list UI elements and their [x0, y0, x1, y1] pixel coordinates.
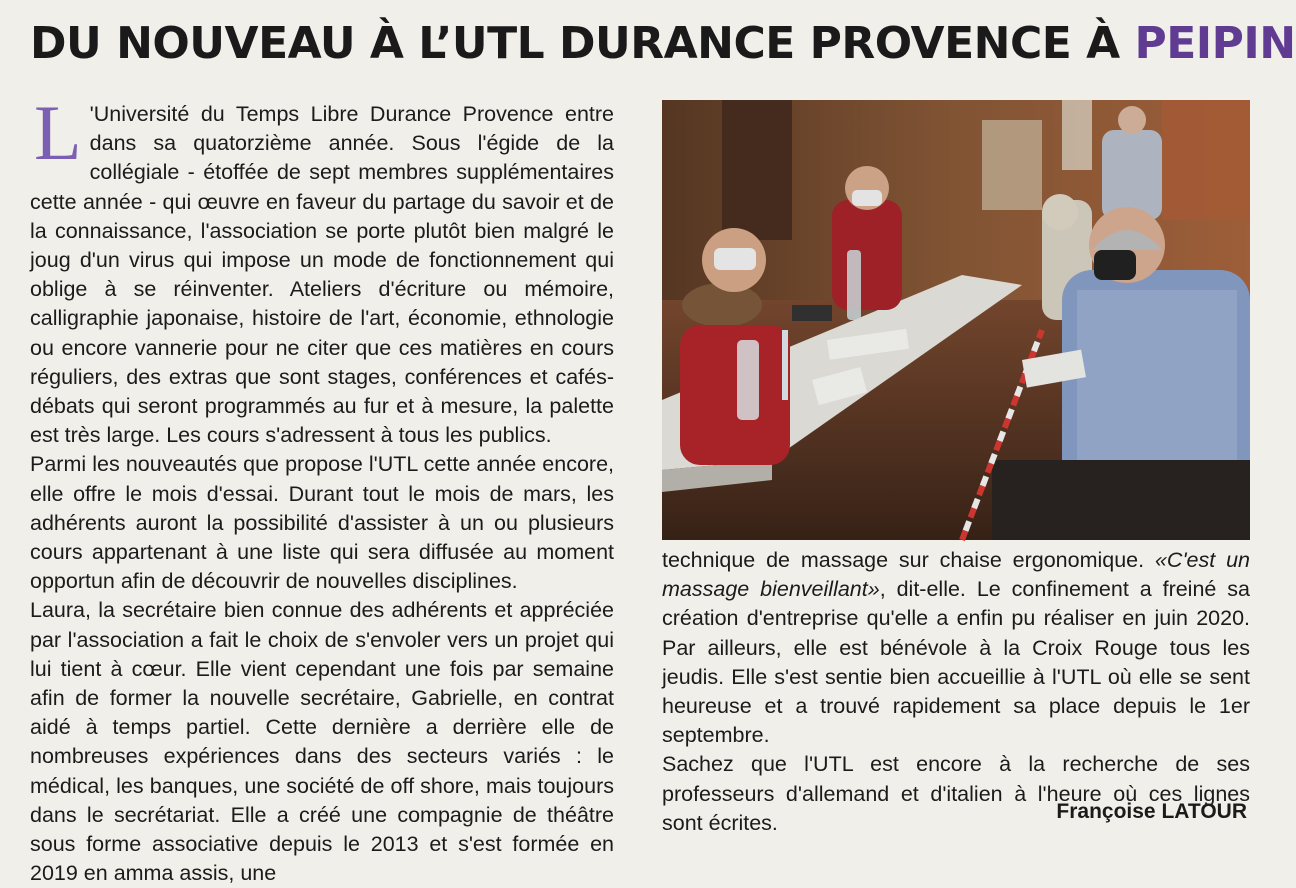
- paragraph-secretary-continued-b: , dit-elle. Le confinement a freiné sa création d'entreprise qu'elle a enfin pu réaliser en juin 2020. Par ailleurs, elle est bénévole à la Croix Rouge tous les jeudis. Elle s'est sentie bien accueillie à l'UTL où elle se sent heureuse et a trouvé rapidement sa place depuis le 1er septembre.: [662, 577, 1251, 748]
- headline-main: DU NOUVEAU À L’UTL DURANCE PROVENCE À: [30, 18, 1135, 69]
- article-photo: [662, 100, 1250, 540]
- paragraph-teachers: Sachez que l'UTL est encore à la recherche de ses professeurs d'allemand et d'italien à l'heure où ces lignes sont écrites.: [662, 752, 1250, 835]
- paragraph-secretary-continued: [662, 546, 1250, 750]
- article-column-right: [662, 546, 1250, 838]
- drop-cap: L: [34, 89, 82, 176]
- quote: «C'est un massage bienveillant»: [662, 548, 1250, 602]
- paragraph-intro: [30, 89, 614, 450]
- photo-registration-table: [662, 100, 1250, 540]
- paragraph-intro-text: 'Université du Temps Libre Durance Provence entre dans sa quatorzième année. Sous l'égide de la collégiale - étoffée de sept membres supplémentaires cette année - qui œuvre en faveur du partage du savoir et de la connaissance, l'association se porte plutôt bien malgré le joug d'un virus qui impose un mode de fonctionnement qui oblige à se réinventer. Ateliers d'écriture ou mémoire, calligraphie japonaise, histoire de l'art, économie, ethnologie ou encore vannerie pour ne citer que ces matières en cours réguliers, des extras que sont stages, conférences et cafés-débats qui seront programmés au fur et à mesure, la palette est très large. Les cours s'adressent à tous les publics.: [30, 102, 614, 448]
- article-column-left: [30, 89, 614, 888]
- headline: [30, 14, 1296, 74]
- paragraph-secretary: Laura, la secrétaire bien connue des adhérents et appréciée par l'association a fait le choix de s'envoler vers un projet qui lui tient à cœur. Elle vient cependant une fois par semaine afin de former la nouvelle secrétaire, Gabrielle, en contrat aidé à temps partiel. Cette dernière a derrière elle de nombreuses expériences dans des secteurs variés : le médical, les banques, une société de off shore, mais toujours dans le secrétariat. Elle a créé une compagnie de théâtre sous forme associative depuis le 2013 et s'est formée en 2019 en amma assis, une: [30, 598, 614, 886]
- paragraph-secretary-continued-a: technique de massage sur chaise ergonomique.: [662, 548, 1155, 572]
- author-signature: Françoise LATOUR: [1056, 800, 1247, 823]
- paragraph-trial-month: Parmi les nouveautés que propose l'UTL cette année encore, elle offre le mois d'essai. Durant tout le mois de mars, les adhérents auront la possibilité d'assister à un ou plusieurs cours appartenant à une liste qui sera diffusée au moment opportun afin de découvrir de nouvelles disciplines.: [30, 452, 614, 594]
- headline-place: PEIPIN: [1134, 18, 1296, 69]
